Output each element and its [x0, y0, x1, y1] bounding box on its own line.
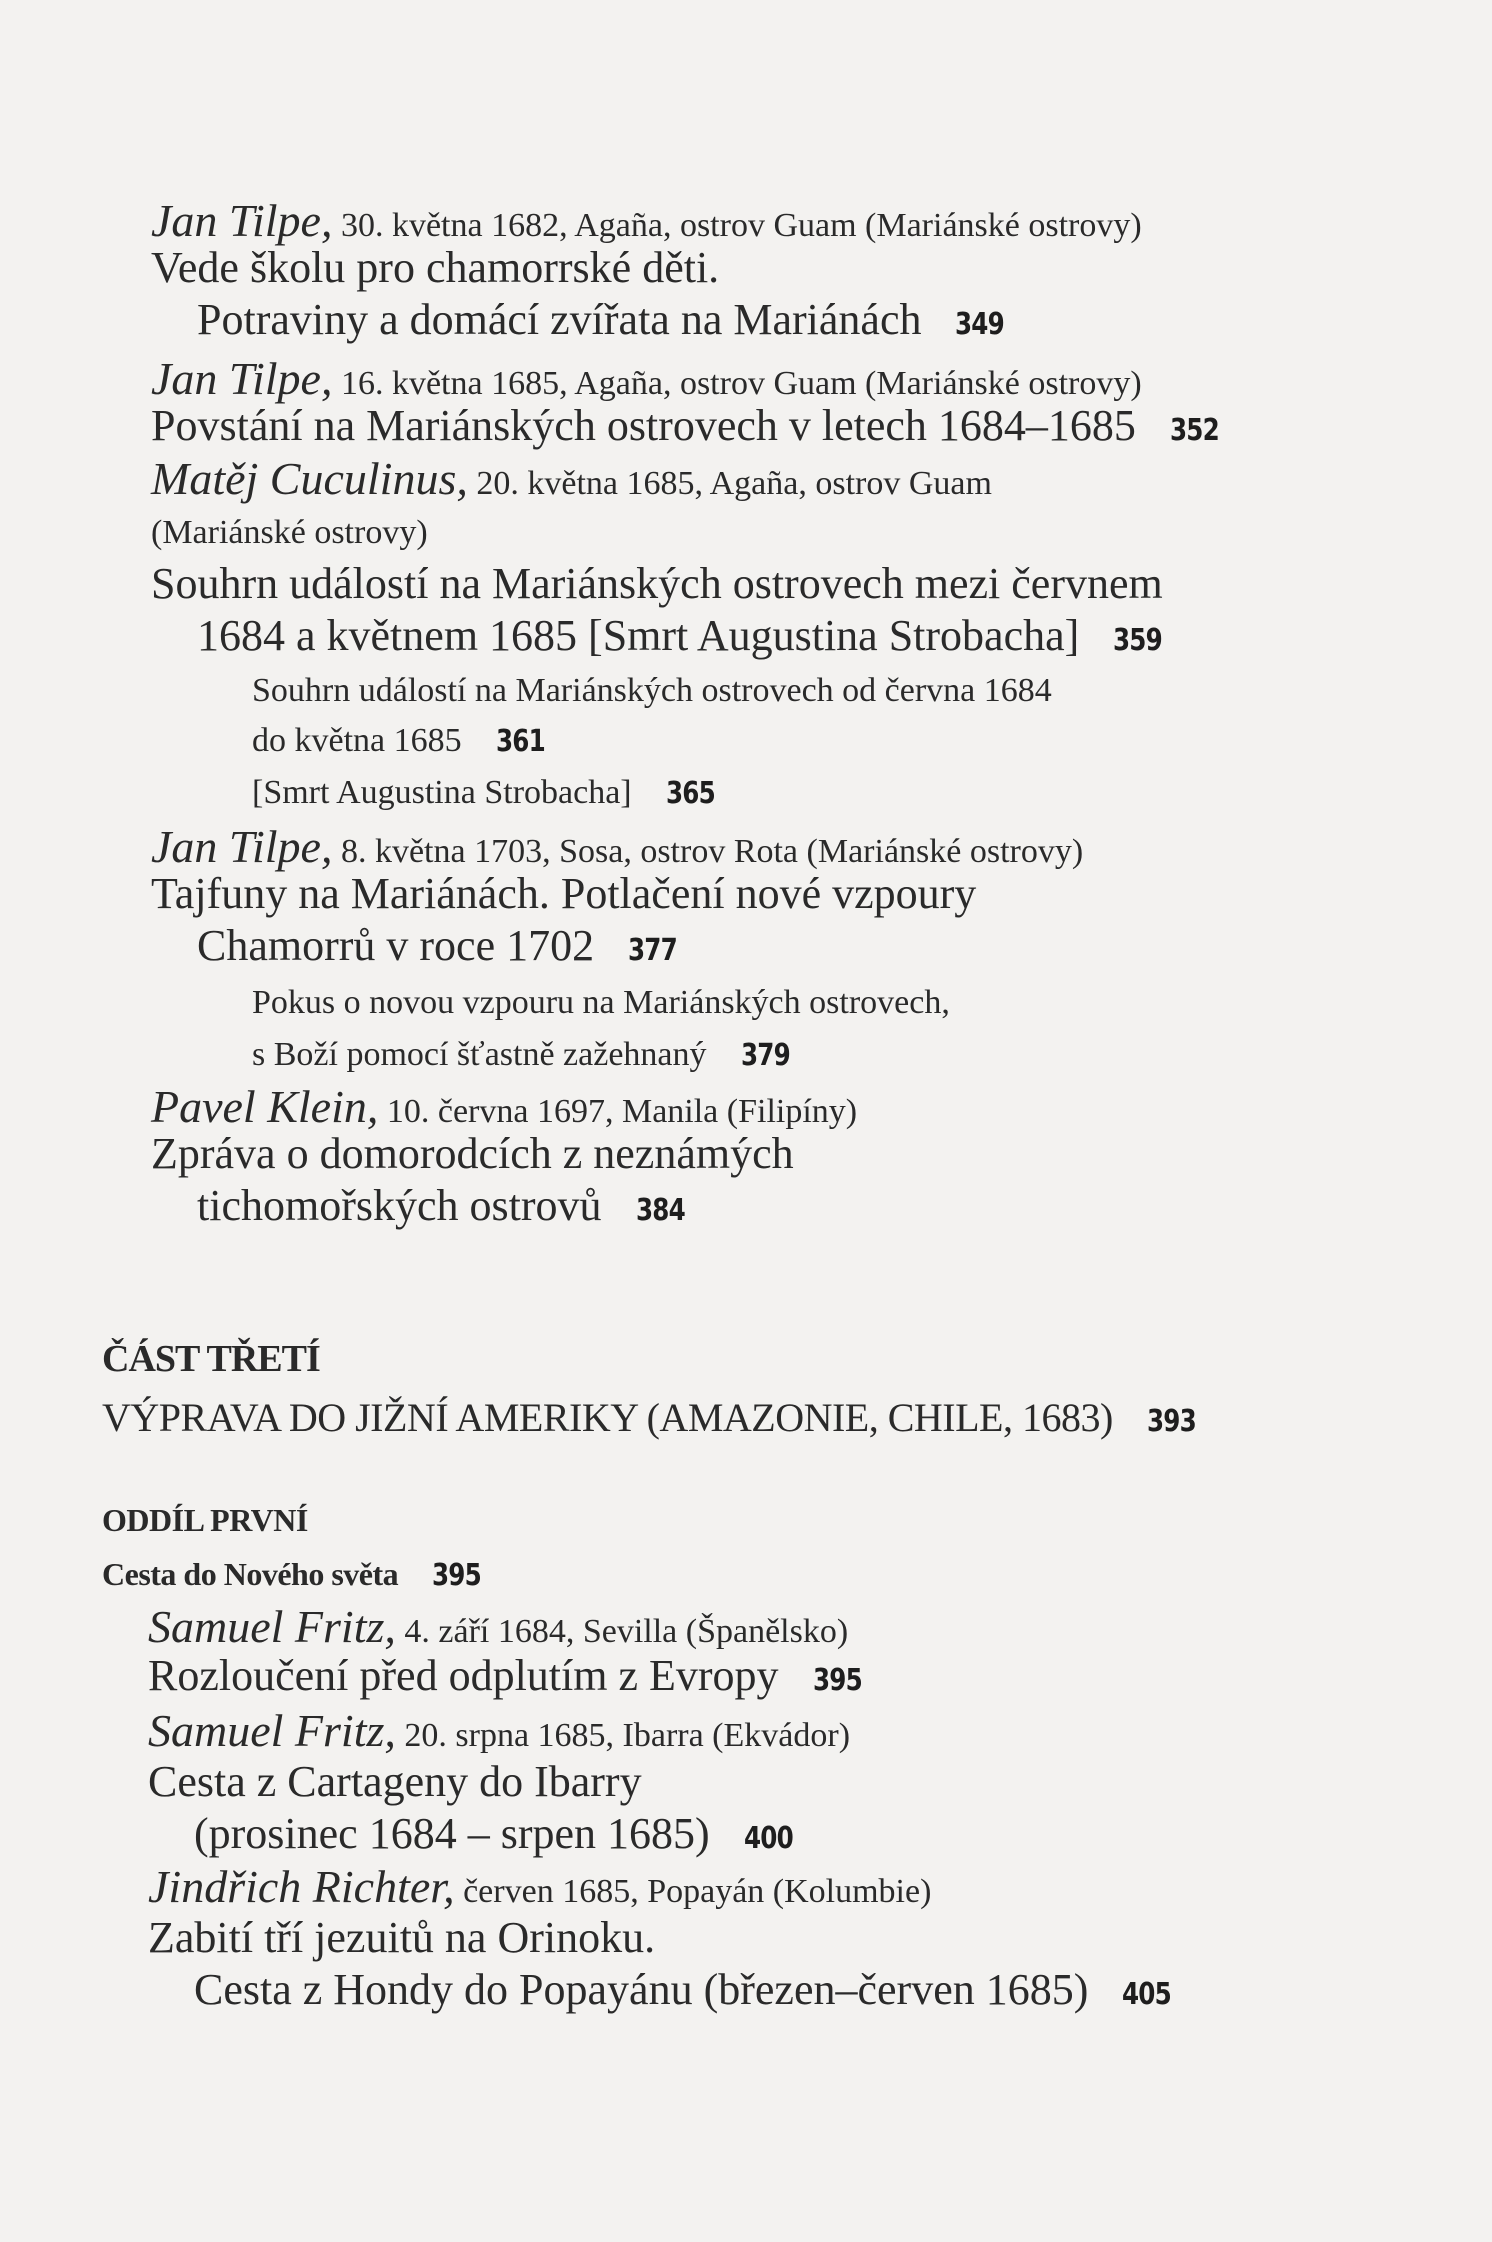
subentry-text: do května 1685 — [252, 722, 462, 759]
toc-entry-title — [151, 1129, 794, 1178]
letter-meta: 16. května 1685, Agaña, ostrov Guam (Mariánské ostrovy) — [332, 365, 1142, 402]
toc-entry-title — [194, 1965, 1182, 2014]
toc-author-line — [151, 353, 1142, 404]
toc-author-line — [151, 821, 1084, 872]
author-name: Jan Tilpe, — [151, 821, 333, 872]
section-label — [102, 1504, 308, 1536]
page-number: 395 — [432, 1558, 482, 1593]
toc-author-line — [151, 195, 1142, 246]
part-title — [102, 1395, 1206, 1440]
part-title-text: VÝPRAVA DO JIŽNÍ AMERIKY (AMAZONIE, CHILE, 1683) — [102, 1395, 1113, 1440]
entry-title-text: Chamorrů v roce 1702 — [197, 921, 595, 970]
toc-entry-title — [194, 1809, 803, 1858]
page-number: 352 — [1169, 413, 1219, 448]
page-number: 393 — [1146, 1404, 1196, 1439]
part-label-text: ČÁST TŘETÍ — [102, 1338, 320, 1380]
entry-title-text: Povstání na Mariánských ostrovech v letech 1684–1685 — [151, 401, 1136, 450]
letter-meta: (Mariánské ostrovy) — [151, 514, 428, 551]
toc-entry-title — [151, 869, 977, 918]
toc-entry-title — [151, 559, 1163, 608]
toc-entry-title — [151, 243, 720, 292]
chapter-title-text: Cesta do Nového světa — [102, 1556, 399, 1592]
entry-title-text: Rozloučení před odplutím z Evropy — [148, 1651, 779, 1700]
page-number: 359 — [1113, 623, 1163, 658]
toc-subentry — [252, 674, 1052, 708]
entry-title-text: Zpráva o domorodcích z neznámých — [151, 1129, 794, 1178]
entry-title-text: tichomořských ostrovů — [197, 1181, 602, 1230]
toc-subentry — [252, 986, 950, 1020]
author-name: Samuel Fritz, — [148, 1705, 396, 1756]
toc-entry-title — [197, 295, 1015, 344]
entry-title-text: 1684 a květnem 1685 [Smrt Augustina Strobacha] — [197, 611, 1080, 660]
toc-entry-title — [148, 1757, 642, 1806]
entry-title-text: Cesta z Hondy do Popayánu (březen–červen 1685) — [194, 1965, 1089, 2014]
page-number: 379 — [740, 1038, 790, 1073]
page-number: 365 — [665, 776, 715, 811]
toc-entry-title — [197, 921, 688, 970]
subentry-text: [Smrt Augustina Strobacha] — [252, 774, 632, 811]
letter-meta: 10. června 1697, Manila (Filipíny) — [378, 1093, 858, 1130]
toc-author-line — [148, 1705, 851, 1756]
subentry-text: s Boží pomocí šťastně zažehnaný — [252, 1036, 707, 1073]
toc-subentry — [252, 1038, 800, 1072]
page-number: 361 — [495, 724, 545, 759]
author-name: Jan Tilpe, — [151, 353, 333, 404]
toc-author-line — [148, 1601, 849, 1652]
subentry-text: Pokus o novou vzpouru na Mariánských ostrovech, — [252, 984, 950, 1021]
author-name: Jan Tilpe, — [151, 195, 333, 246]
toc-author-line-cont — [151, 516, 428, 550]
toc-entry-title — [197, 1181, 695, 1230]
entry-title-text: (prosinec 1684 – srpen 1685) — [194, 1809, 710, 1858]
chapter-title — [102, 1558, 492, 1591]
page-number: 395 — [812, 1663, 862, 1698]
toc-entry-title — [148, 1913, 656, 1962]
letter-meta: 20. srpna 1685, Ibarra (Ekvádor) — [395, 1717, 851, 1754]
author-name: Samuel Fritz, — [148, 1601, 396, 1652]
entry-title-text: Tajfuny na Mariánách. Potlačení nové vzpoury — [151, 869, 977, 918]
toc-subentry — [252, 776, 725, 810]
toc-author-line — [151, 1081, 858, 1132]
letter-meta: červen 1685, Popayán (Kolumbie) — [454, 1873, 932, 1910]
page-number: 349 — [955, 307, 1005, 342]
letter-meta: 30. května 1682, Agaña, ostrov Guam (Mariánské ostrovy) — [332, 207, 1142, 244]
author-name: Pavel Klein, — [151, 1081, 379, 1132]
toc-author-line — [148, 1861, 932, 1912]
entry-title-text: Vede školu pro chamorrské děti. — [151, 243, 720, 292]
page-number: 400 — [743, 1821, 793, 1856]
subentry-text: Souhrn událostí na Mariánských ostrovech od června 1684 — [252, 672, 1052, 709]
toc-entry-title — [151, 401, 1230, 450]
entry-title-text: Souhrn událostí na Mariánských ostrovech mezi červnem — [151, 559, 1163, 608]
entry-title-text: Zabití tří jezuitů na Orinoku. — [148, 1913, 656, 1962]
letter-meta: 8. května 1703, Sosa, ostrov Rota (Mariánské ostrovy) — [332, 833, 1084, 870]
toc-subentry — [252, 724, 555, 758]
page-number: 377 — [628, 933, 678, 968]
author-name: Jindřich Richter, — [148, 1861, 455, 1912]
toc-entry-title — [148, 1651, 872, 1700]
toc-entry-title — [197, 611, 1173, 660]
entry-title-text: Potraviny a domácí zvířata na Mariánách — [197, 295, 922, 344]
author-name: Matěj Cuculinus, — [151, 453, 468, 504]
page-number: 384 — [635, 1193, 685, 1228]
toc-author-line — [151, 453, 992, 504]
letter-meta: 4. září 1684, Sevilla (Španělsko) — [395, 1613, 849, 1650]
page-number: 405 — [1122, 1977, 1172, 2012]
letter-meta: 20. května 1685, Agaña, ostrov Guam — [467, 465, 992, 502]
section-label-text: ODDÍL PRVNÍ — [102, 1502, 308, 1538]
part-label — [102, 1340, 320, 1378]
entry-title-text: Cesta z Cartageny do Ibarry — [148, 1757, 642, 1806]
